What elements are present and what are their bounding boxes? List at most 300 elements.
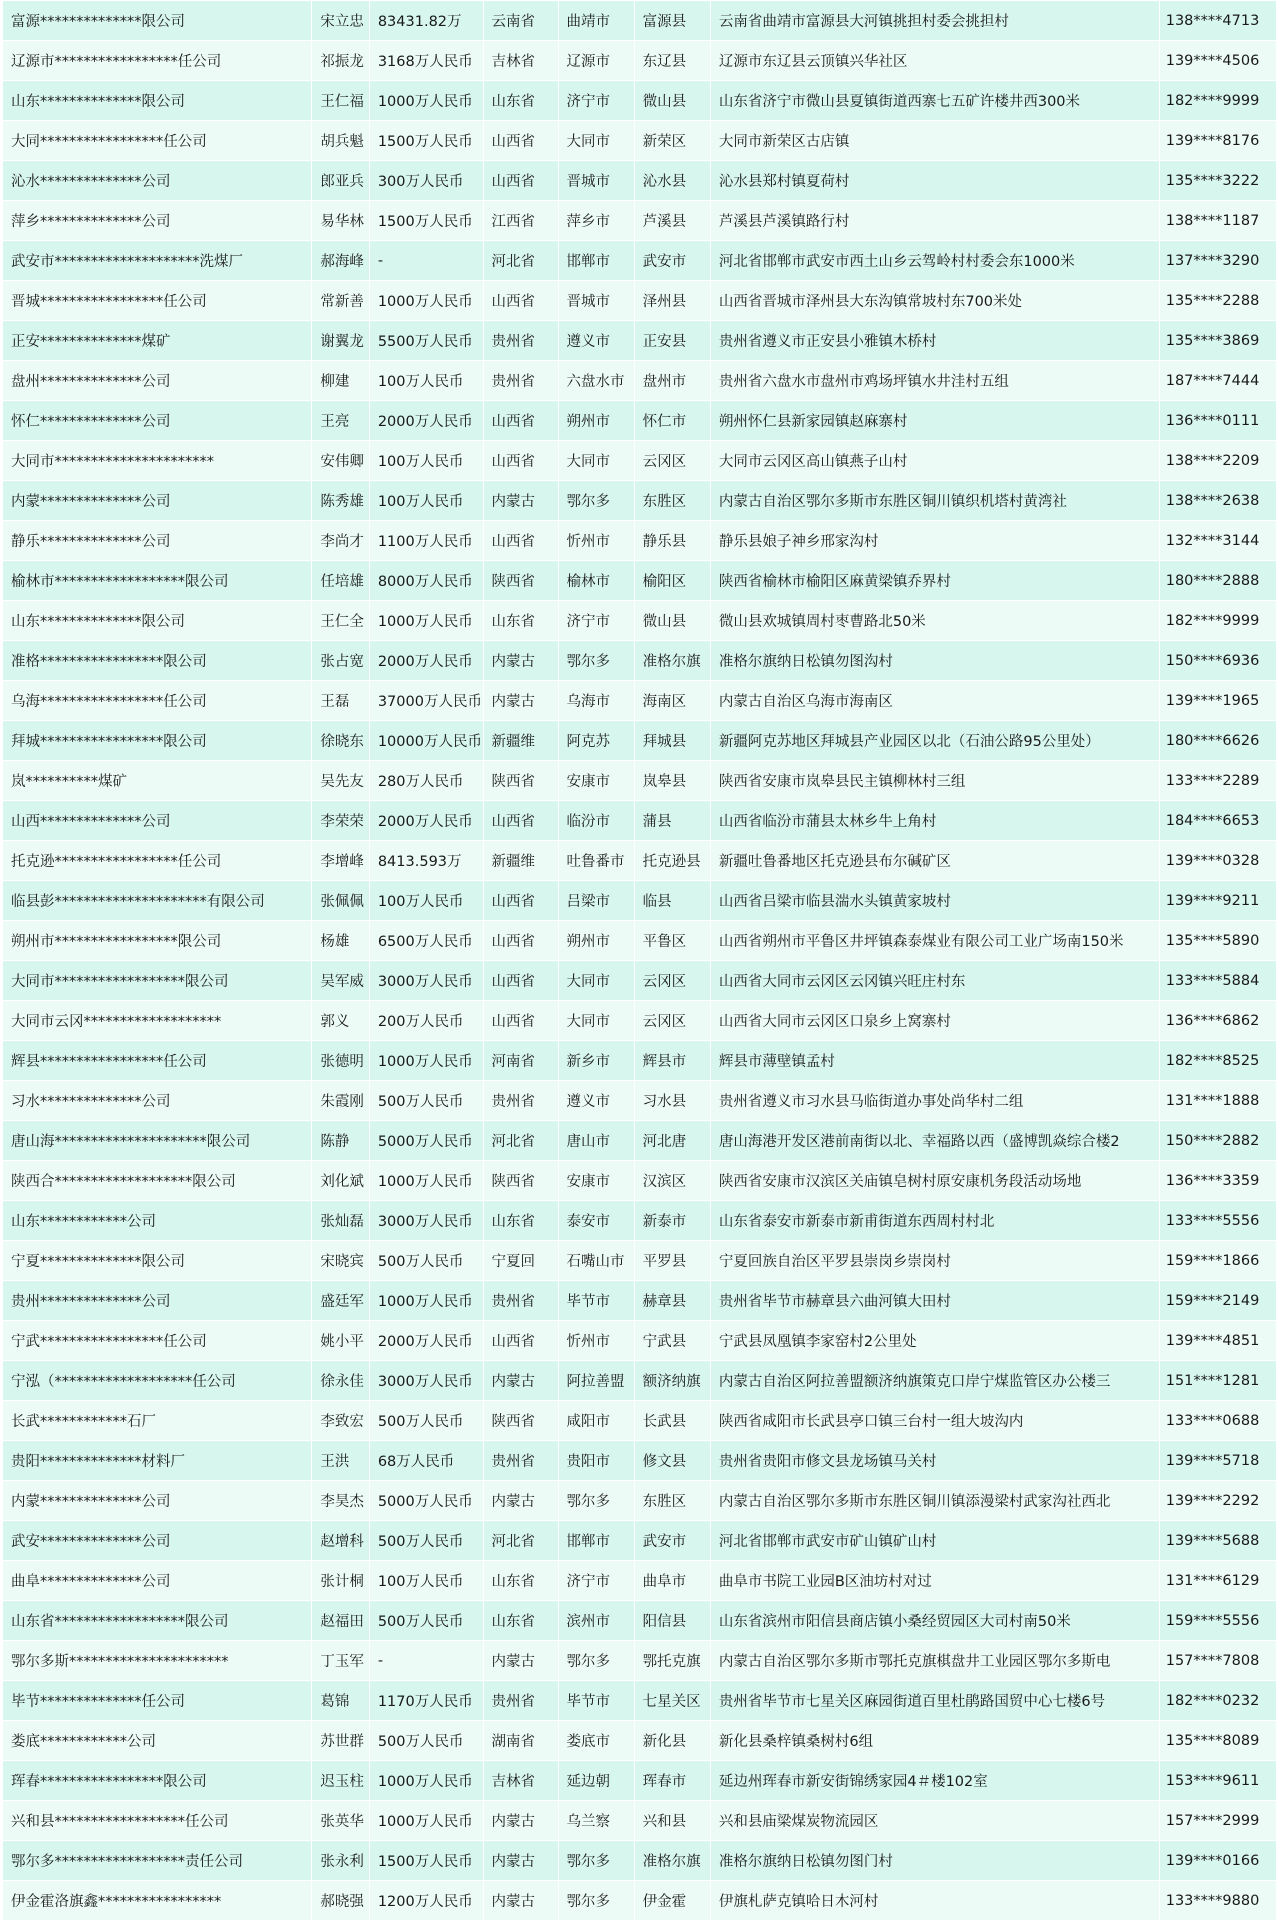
registered-capital-cell: 100万人民币 xyxy=(369,441,483,481)
address-cell: 辽源市东辽县云顶镇兴华社区 xyxy=(710,41,1159,81)
legal-rep-cell: 迟玉柱 xyxy=(312,1761,369,1801)
city-cell: 鄂尔多 xyxy=(558,1481,634,1521)
address-cell: 准格尔旗纳日松镇勿图沟村 xyxy=(710,641,1159,681)
table-row xyxy=(3,1441,1277,1481)
table-row xyxy=(3,1801,1277,1841)
table-row xyxy=(3,1721,1277,1761)
city-cell: 大同市 xyxy=(558,1001,634,1041)
county-cell: 宁武县 xyxy=(634,1321,710,1361)
city-cell: 邯郸市 xyxy=(558,241,634,281)
registered-capital-cell: 280万人民币 xyxy=(369,761,483,801)
phone-cell: 153****9611 xyxy=(1159,1761,1276,1801)
city-cell: 毕节市 xyxy=(558,1281,634,1321)
city-cell: 新乡市 xyxy=(558,1041,634,1081)
address-cell: 山东省滨州市阳信县商店镇小桑经贸园区大司村南50米 xyxy=(710,1601,1159,1641)
company-name-cell: 陕西合*******************限公司 xyxy=(3,1161,312,1201)
city-cell: 六盘水市 xyxy=(558,361,634,401)
table-row xyxy=(3,1081,1277,1121)
city-cell: 咸阳市 xyxy=(558,1401,634,1441)
legal-rep-cell: 李增峰 xyxy=(312,841,369,881)
province-cell: 内蒙古 xyxy=(483,1801,558,1841)
city-cell: 毕节市 xyxy=(558,1681,634,1721)
county-cell: 静乐县 xyxy=(634,521,710,561)
legal-rep-cell: 陈秀雄 xyxy=(312,481,369,521)
phone-cell: 131****6129 xyxy=(1159,1561,1276,1601)
phone-cell: 182****8525 xyxy=(1159,1041,1276,1081)
address-cell: 河北省邯郸市武安市矿山镇矿山村 xyxy=(710,1521,1159,1561)
phone-cell: 150****6936 xyxy=(1159,641,1276,681)
phone-cell: 133****9880 xyxy=(1159,1881,1276,1921)
province-cell: 河北省 xyxy=(483,241,558,281)
address-cell: 静乐县娘子神乡邢家沟村 xyxy=(710,521,1159,561)
county-cell: 伊金霍 xyxy=(634,1881,710,1921)
company-name-cell: 内蒙**************公司 xyxy=(3,1481,312,1521)
county-cell: 赫章县 xyxy=(634,1281,710,1321)
table-row xyxy=(3,1161,1277,1201)
city-cell: 乌海市 xyxy=(558,681,634,721)
phone-cell: 135****3222 xyxy=(1159,161,1276,201)
province-cell: 山东省 xyxy=(483,1201,558,1241)
registered-capital-cell: 3000万人民币 xyxy=(369,961,483,1001)
city-cell: 滨州市 xyxy=(558,1601,634,1641)
county-cell: 东辽县 xyxy=(634,41,710,81)
province-cell: 贵州省 xyxy=(483,321,558,361)
registered-capital-cell: 2000万人民币 xyxy=(369,801,483,841)
address-cell: 山西省晋城市泽州县大东沟镇常坡村东700米处 xyxy=(710,281,1159,321)
registered-capital-cell: 1000万人民币 xyxy=(369,1281,483,1321)
city-cell: 鄂尔多 xyxy=(558,1641,634,1681)
province-cell: 山西省 xyxy=(483,401,558,441)
province-cell: 山东省 xyxy=(483,1601,558,1641)
registered-capital-cell: 1170万人民币 xyxy=(369,1681,483,1721)
county-cell: 东胜区 xyxy=(634,1481,710,1521)
company-name-cell: 宁夏**************限公司 xyxy=(3,1241,312,1281)
company-name-cell: 辽源市*****************任公司 xyxy=(3,41,312,81)
registered-capital-cell: 6500万人民币 xyxy=(369,921,483,961)
company-name-cell: 托克逊*****************任公司 xyxy=(3,841,312,881)
county-cell: 榆阳区 xyxy=(634,561,710,601)
province-cell: 内蒙古 xyxy=(483,681,558,721)
province-cell: 陕西省 xyxy=(483,561,558,601)
province-cell: 山西省 xyxy=(483,921,558,961)
county-cell: 临县 xyxy=(634,881,710,921)
table-row xyxy=(3,161,1277,201)
legal-rep-cell: 王仁福 xyxy=(312,81,369,121)
company-name-cell: 榆林市******************限公司 xyxy=(3,561,312,601)
company-name-cell: 毕节**************任公司 xyxy=(3,1681,312,1721)
county-cell: 泽州县 xyxy=(634,281,710,321)
company-name-cell: 鄂尔多******************责任公司 xyxy=(3,1841,312,1881)
registered-capital-cell: 100万人民币 xyxy=(369,1561,483,1601)
county-cell: 曲阜市 xyxy=(634,1561,710,1601)
company-name-cell: 岚**********煤矿 xyxy=(3,761,312,801)
province-cell: 吉林省 xyxy=(483,1761,558,1801)
company-name-cell: 武安**************公司 xyxy=(3,1521,312,1561)
province-cell: 山西省 xyxy=(483,441,558,481)
company-name-cell: 怀仁**************公司 xyxy=(3,401,312,441)
table-row xyxy=(3,1761,1277,1801)
registered-capital-cell: 3000万人民币 xyxy=(369,1201,483,1241)
address-cell: 兴和县庙梁煤炭物流园区 xyxy=(710,1801,1159,1841)
table-row xyxy=(3,1281,1277,1321)
legal-rep-cell: 祁振龙 xyxy=(312,41,369,81)
legal-rep-cell: 郎亚兵 xyxy=(312,161,369,201)
table-row xyxy=(3,801,1277,841)
registered-capital-cell: 500万人民币 xyxy=(369,1241,483,1281)
county-cell: 海南区 xyxy=(634,681,710,721)
province-cell: 山西省 xyxy=(483,121,558,161)
legal-rep-cell: 安伟卿 xyxy=(312,441,369,481)
province-cell: 山东省 xyxy=(483,81,558,121)
legal-rep-cell: 杨雄 xyxy=(312,921,369,961)
registered-capital-cell: 1100万人民币 xyxy=(369,521,483,561)
address-cell: 沁水县郑村镇夏荷村 xyxy=(710,161,1159,201)
company-name-cell: 曲阜**************公司 xyxy=(3,1561,312,1601)
phone-cell: 139****4851 xyxy=(1159,1321,1276,1361)
legal-rep-cell: 张永利 xyxy=(312,1841,369,1881)
company-name-cell: 习水**************公司 xyxy=(3,1081,312,1121)
table-row xyxy=(3,1561,1277,1601)
phone-cell: 138****4713 xyxy=(1159,1,1276,41)
address-cell: 新疆阿克苏地区拜城县产业园区以北（石油公路95公里处） xyxy=(710,721,1159,761)
table-row xyxy=(3,1241,1277,1281)
phone-cell: 136****3359 xyxy=(1159,1161,1276,1201)
table-row xyxy=(3,681,1277,721)
registered-capital-cell: 1000万人民币 xyxy=(369,1801,483,1841)
legal-rep-cell: 王仁全 xyxy=(312,601,369,641)
address-cell: 贵州省贵阳市修文县龙场镇马关村 xyxy=(710,1441,1159,1481)
province-cell: 山西省 xyxy=(483,1001,558,1041)
province-cell: 内蒙古 xyxy=(483,1881,558,1921)
city-cell: 乌兰察 xyxy=(558,1801,634,1841)
city-cell: 济宁市 xyxy=(558,601,634,641)
county-cell: 岚皋县 xyxy=(634,761,710,801)
registered-capital-cell: 3000万人民币 xyxy=(369,1361,483,1401)
phone-cell: 184****6653 xyxy=(1159,801,1276,841)
phone-cell: 139****5718 xyxy=(1159,1441,1276,1481)
legal-rep-cell: 赵增科 xyxy=(312,1521,369,1561)
phone-cell: 133****5556 xyxy=(1159,1201,1276,1241)
registered-capital-cell: 2000万人民币 xyxy=(369,641,483,681)
county-cell: 珲春市 xyxy=(634,1761,710,1801)
table-row xyxy=(3,521,1277,561)
city-cell: 唐山市 xyxy=(558,1121,634,1161)
registered-capital-cell: 1000万人民币 xyxy=(369,281,483,321)
address-cell: 陕西省咸阳市长武县亭口镇三台村一组大坡沟内 xyxy=(710,1401,1159,1441)
company-name-cell: 辉县*****************任公司 xyxy=(3,1041,312,1081)
city-cell: 吕梁市 xyxy=(558,881,634,921)
province-cell: 陕西省 xyxy=(483,1401,558,1441)
phone-cell: 135****3869 xyxy=(1159,321,1276,361)
province-cell: 山西省 xyxy=(483,521,558,561)
province-cell: 宁夏回 xyxy=(483,1241,558,1281)
province-cell: 江西省 xyxy=(483,201,558,241)
county-cell: 长武县 xyxy=(634,1401,710,1441)
phone-cell: 139****4506 xyxy=(1159,41,1276,81)
phone-cell: 138****2209 xyxy=(1159,441,1276,481)
province-cell: 山西省 xyxy=(483,881,558,921)
province-cell: 山西省 xyxy=(483,801,558,841)
phone-cell: 138****1187 xyxy=(1159,201,1276,241)
address-cell: 内蒙古自治区阿拉善盟额济纳旗策克口岸宁煤监管区办公楼三 xyxy=(710,1361,1159,1401)
county-cell: 正安县 xyxy=(634,321,710,361)
legal-rep-cell: 李致宏 xyxy=(312,1401,369,1441)
province-cell: 新疆维 xyxy=(483,721,558,761)
city-cell: 大同市 xyxy=(558,441,634,481)
table-row xyxy=(3,601,1277,641)
address-cell: 贵州省毕节市七星关区麻园街道百里杜鹃路国贸中心七楼6号 xyxy=(710,1681,1159,1721)
registered-capital-cell: - xyxy=(369,1641,483,1681)
company-name-cell: 大同市******************限公司 xyxy=(3,961,312,1001)
company-name-cell: 山东**************限公司 xyxy=(3,81,312,121)
address-cell: 唐山海港开发区港前南街以北、幸福路以西（盛博凯焱综合楼2 xyxy=(710,1121,1159,1161)
company-name-cell: 静乐**************公司 xyxy=(3,521,312,561)
province-cell: 吉林省 xyxy=(483,41,558,81)
phone-cell: 157****7808 xyxy=(1159,1641,1276,1681)
phone-cell: 150****2882 xyxy=(1159,1121,1276,1161)
legal-rep-cell: 朱霞刚 xyxy=(312,1081,369,1121)
city-cell: 石嘴山市 xyxy=(558,1241,634,1281)
company-name-cell: 贵阳**************材料厂 xyxy=(3,1441,312,1481)
address-cell: 微山县欢城镇周村枣曹路北50米 xyxy=(710,601,1159,641)
registered-capital-cell: 5500万人民币 xyxy=(369,321,483,361)
table-row xyxy=(3,1841,1277,1881)
registered-capital-cell: 500万人民币 xyxy=(369,1521,483,1561)
county-cell: 额济纳旗 xyxy=(634,1361,710,1401)
phone-cell: 182****9999 xyxy=(1159,601,1276,641)
table-row xyxy=(3,441,1277,481)
city-cell: 忻州市 xyxy=(558,521,634,561)
county-cell: 汉滨区 xyxy=(634,1161,710,1201)
province-cell: 新疆维 xyxy=(483,841,558,881)
phone-cell: 159****5556 xyxy=(1159,1601,1276,1641)
legal-rep-cell: 王亮 xyxy=(312,401,369,441)
phone-cell: 135****2288 xyxy=(1159,281,1276,321)
province-cell: 山西省 xyxy=(483,161,558,201)
phone-cell: 182****0232 xyxy=(1159,1681,1276,1721)
city-cell: 吐鲁番市 xyxy=(558,841,634,881)
company-name-cell: 富源**************限公司 xyxy=(3,1,312,41)
city-cell: 朔州市 xyxy=(558,921,634,961)
city-cell: 鄂尔多 xyxy=(558,481,634,521)
address-cell: 内蒙古自治区乌海市海南区 xyxy=(710,681,1159,721)
table-row xyxy=(3,641,1277,681)
legal-rep-cell: 宋晓宾 xyxy=(312,1241,369,1281)
legal-rep-cell: 张佩佩 xyxy=(312,881,369,921)
province-cell: 河南省 xyxy=(483,1041,558,1081)
company-name-cell: 朔州市*****************限公司 xyxy=(3,921,312,961)
legal-rep-cell: 吴军威 xyxy=(312,961,369,1001)
legal-rep-cell: 张占宽 xyxy=(312,641,369,681)
city-cell: 遵义市 xyxy=(558,321,634,361)
company-table xyxy=(2,0,1277,1921)
county-cell: 新荣区 xyxy=(634,121,710,161)
address-cell: 内蒙古自治区鄂尔多斯市东胜区铜川镇添漫梁村武家沟社西北 xyxy=(710,1481,1159,1521)
county-cell: 兴和县 xyxy=(634,1801,710,1841)
city-cell: 榆林市 xyxy=(558,561,634,601)
address-cell: 山东省济宁市微山县夏镇街道西寨七五矿许楼井西300米 xyxy=(710,81,1159,121)
address-cell: 贵州省毕节市赫章县六曲河镇大田村 xyxy=(710,1281,1159,1321)
address-cell: 朔州怀仁县新家园镇赵麻寨村 xyxy=(710,401,1159,441)
province-cell: 内蒙古 xyxy=(483,1481,558,1521)
table-row xyxy=(3,961,1277,1001)
table-row xyxy=(3,1,1277,41)
province-cell: 贵州省 xyxy=(483,1081,558,1121)
company-name-cell: 贵州**************公司 xyxy=(3,1281,312,1321)
company-name-cell: 武安市********************洗煤厂 xyxy=(3,241,312,281)
company-name-cell: 珲春*****************限公司 xyxy=(3,1761,312,1801)
phone-cell: 136****0111 xyxy=(1159,401,1276,441)
city-cell: 忻州市 xyxy=(558,1321,634,1361)
province-cell: 山东省 xyxy=(483,1561,558,1601)
registered-capital-cell: 300万人民币 xyxy=(369,161,483,201)
county-cell: 新化县 xyxy=(634,1721,710,1761)
phone-cell: 159****2149 xyxy=(1159,1281,1276,1321)
table-row xyxy=(3,761,1277,801)
table-row xyxy=(3,1321,1277,1361)
company-name-cell: 大同市云冈******************* xyxy=(3,1001,312,1041)
company-name-cell: 宁泓（*******************任公司 xyxy=(3,1361,312,1401)
company-name-cell: 临县彭*********************有限公司 xyxy=(3,881,312,921)
city-cell: 安康市 xyxy=(558,1161,634,1201)
phone-cell: 180****2888 xyxy=(1159,561,1276,601)
legal-rep-cell: 宋立忠 xyxy=(312,1,369,41)
city-cell: 邯郸市 xyxy=(558,1521,634,1561)
legal-rep-cell: 苏世群 xyxy=(312,1721,369,1761)
legal-rep-cell: 李尚才 xyxy=(312,521,369,561)
registered-capital-cell: 100万人民币 xyxy=(369,881,483,921)
legal-rep-cell: 李昊杰 xyxy=(312,1481,369,1521)
legal-rep-cell: 常新善 xyxy=(312,281,369,321)
table-row xyxy=(3,1681,1277,1721)
registered-capital-cell: 1000万人民币 xyxy=(369,601,483,641)
county-cell: 武安市 xyxy=(634,241,710,281)
county-cell: 盘州市 xyxy=(634,361,710,401)
province-cell: 内蒙古 xyxy=(483,1841,558,1881)
county-cell: 云冈区 xyxy=(634,961,710,1001)
county-cell: 习水县 xyxy=(634,1081,710,1121)
legal-rep-cell: 丁玉军 xyxy=(312,1641,369,1681)
company-name-cell: 山东**************限公司 xyxy=(3,601,312,641)
legal-rep-cell: 葛锦 xyxy=(312,1681,369,1721)
address-cell: 内蒙古自治区鄂尔多斯市东胜区铜川镇织机塔村黄湾社 xyxy=(710,481,1159,521)
table-row xyxy=(3,1041,1277,1081)
registered-capital-cell: 100万人民币 xyxy=(369,481,483,521)
province-cell: 陕西省 xyxy=(483,1161,558,1201)
address-cell: 陕西省安康市岚皋县民主镇柳林村三组 xyxy=(710,761,1159,801)
address-cell: 贵州省遵义市正安县小雅镇木桥村 xyxy=(710,321,1159,361)
phone-cell: 139****1965 xyxy=(1159,681,1276,721)
table-row xyxy=(3,1201,1277,1241)
city-cell: 阿克苏 xyxy=(558,721,634,761)
company-name-cell: 盘州**************公司 xyxy=(3,361,312,401)
city-cell: 朔州市 xyxy=(558,401,634,441)
registered-capital-cell: 10000万人民币 xyxy=(369,721,483,761)
address-cell: 辉县市薄壁镇孟村 xyxy=(710,1041,1159,1081)
province-cell: 贵州省 xyxy=(483,1441,558,1481)
province-cell: 湖南省 xyxy=(483,1721,558,1761)
city-cell: 延边朝 xyxy=(558,1761,634,1801)
address-cell: 云南省曲靖市富源县大河镇挑担村委会挑担村 xyxy=(710,1,1159,41)
legal-rep-cell: 张计桐 xyxy=(312,1561,369,1601)
phone-cell: 135****8089 xyxy=(1159,1721,1276,1761)
county-cell: 怀仁市 xyxy=(634,401,710,441)
registered-capital-cell: 37000万人民币 xyxy=(369,681,483,721)
company-name-cell: 兴和县******************任公司 xyxy=(3,1801,312,1841)
registered-capital-cell: - xyxy=(369,241,483,281)
province-cell: 山西省 xyxy=(483,281,558,321)
phone-cell: 135****5890 xyxy=(1159,921,1276,961)
phone-cell: 139****9211 xyxy=(1159,881,1276,921)
phone-cell: 137****3290 xyxy=(1159,241,1276,281)
county-cell: 云冈区 xyxy=(634,1001,710,1041)
city-cell: 娄底市 xyxy=(558,1721,634,1761)
table-row xyxy=(3,1641,1277,1681)
phone-cell: 151****1281 xyxy=(1159,1361,1276,1401)
legal-rep-cell: 王磊 xyxy=(312,681,369,721)
province-cell: 内蒙古 xyxy=(483,1641,558,1681)
legal-rep-cell: 易华林 xyxy=(312,201,369,241)
address-cell: 河北省邯郸市武安市西土山乡云驾岭村村委会东1000米 xyxy=(710,241,1159,281)
city-cell: 贵阳市 xyxy=(558,1441,634,1481)
table-row xyxy=(3,281,1277,321)
province-cell: 贵州省 xyxy=(483,1681,558,1721)
registered-capital-cell: 8000万人民币 xyxy=(369,561,483,601)
company-name-cell: 正安**************煤矿 xyxy=(3,321,312,361)
province-cell: 山西省 xyxy=(483,961,558,1001)
table-row xyxy=(3,321,1277,361)
city-cell: 泰安市 xyxy=(558,1201,634,1241)
registered-capital-cell: 2000万人民币 xyxy=(369,401,483,441)
address-cell: 芦溪县芦溪镇路行村 xyxy=(710,201,1159,241)
table-row xyxy=(3,841,1277,881)
registered-capital-cell: 1500万人民币 xyxy=(369,1841,483,1881)
county-cell: 平罗县 xyxy=(634,1241,710,1281)
county-cell: 拜城县 xyxy=(634,721,710,761)
registered-capital-cell: 5000万人民币 xyxy=(369,1481,483,1521)
city-cell: 鄂尔多 xyxy=(558,1841,634,1881)
county-cell: 武安市 xyxy=(634,1521,710,1561)
registered-capital-cell: 68万人民币 xyxy=(369,1441,483,1481)
county-cell: 托克逊县 xyxy=(634,841,710,881)
county-cell: 微山县 xyxy=(634,81,710,121)
company-name-cell: 拜城*****************限公司 xyxy=(3,721,312,761)
city-cell: 辽源市 xyxy=(558,41,634,81)
province-cell: 内蒙古 xyxy=(483,1361,558,1401)
county-cell: 沁水县 xyxy=(634,161,710,201)
registered-capital-cell: 500万人民币 xyxy=(369,1601,483,1641)
city-cell: 安康市 xyxy=(558,761,634,801)
table-row xyxy=(3,1001,1277,1041)
table-row xyxy=(3,401,1277,441)
table-row xyxy=(3,1481,1277,1521)
table-row xyxy=(3,561,1277,601)
address-cell: 贵州省遵义市习水县马临街道办事处尚华村二组 xyxy=(710,1081,1159,1121)
phone-cell: 159****1866 xyxy=(1159,1241,1276,1281)
county-cell: 东胜区 xyxy=(634,481,710,521)
company-name-cell: 乌海*****************任公司 xyxy=(3,681,312,721)
legal-rep-cell: 刘化斌 xyxy=(312,1161,369,1201)
company-name-cell: 沁水**************公司 xyxy=(3,161,312,201)
city-cell: 遵义市 xyxy=(558,1081,634,1121)
address-cell: 贵州省六盘水市盘州市鸡场坪镇水井洼村五组 xyxy=(710,361,1159,401)
city-cell: 鄂尔多 xyxy=(558,1881,634,1921)
registered-capital-cell: 3168万人民币 xyxy=(369,41,483,81)
phone-cell: 131****1888 xyxy=(1159,1081,1276,1121)
county-cell: 准格尔旗 xyxy=(634,1841,710,1881)
legal-rep-cell: 谢翼龙 xyxy=(312,321,369,361)
phone-cell: 182****9999 xyxy=(1159,81,1276,121)
